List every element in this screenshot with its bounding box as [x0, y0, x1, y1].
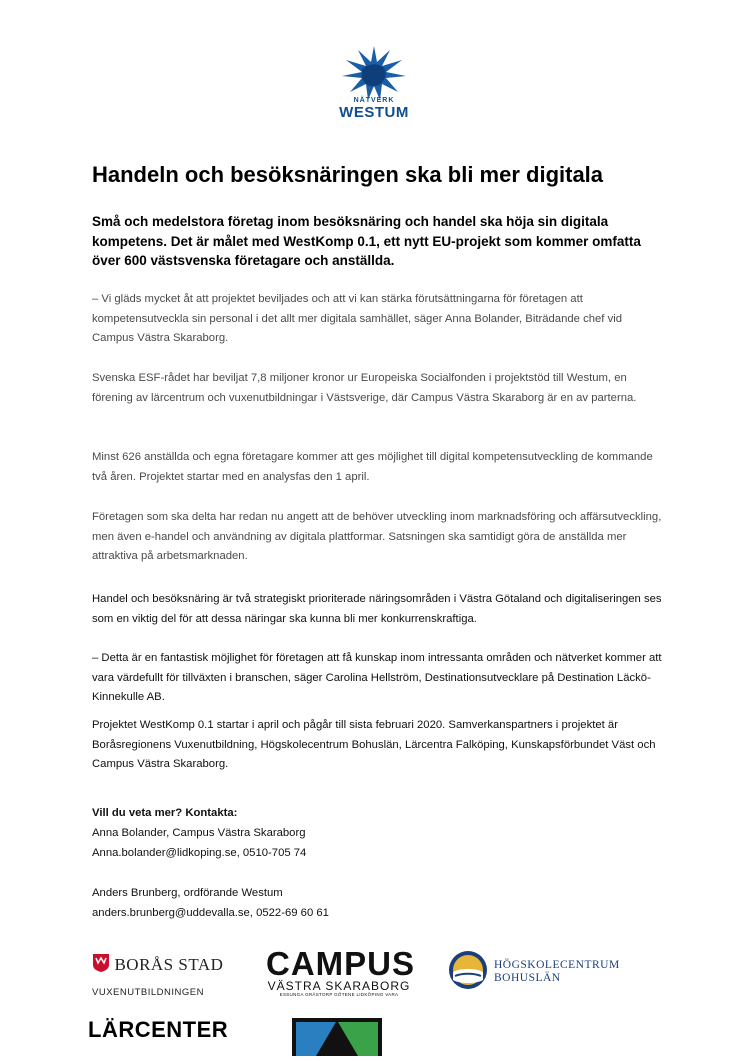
contact-person-2-details: anders.brunberg@uddevalla.se, 0522-69 60 61 [92, 907, 329, 919]
paragraph-7: Projektet WestKomp 0.1 startar i april och pågår till sista februari 2020. Samverkanspartners i projektet är Boråsregionens Vuxenutbildning, Högskolecentrum Bohuslän, Lärcentra Falköping, Kunskapsförbundet Väst och Campus Västra Skaraborg. [92, 719, 656, 770]
hogskolecentrum-circle-icon [448, 950, 488, 990]
article-title: Handeln och besöksnäringen ska bli mer digitala [92, 162, 604, 187]
westum-logo-text [333, 97, 415, 121]
campus-big-text: CAMPUS [266, 945, 416, 982]
contact-person-2-name: Anders Brunberg, ordförande Westum [92, 887, 283, 899]
paragraph-3: Minst 626 anställda och egna företagare kommer att ges möjlighet till digital kompetensutveckling de kommande två åren. Projektet startar med en analysfas den 1 april. [92, 451, 653, 483]
contact-block [92, 803, 492, 863]
contact-heading: Vill du veta mer? Kontakta: [92, 807, 238, 819]
contact-person-1-name: Anna Bolander, Campus Västra Skaraborg [92, 827, 306, 839]
partner-square-logo [292, 1018, 382, 1061]
article-lead: Små och medelstora företag inom besöksnäring och handel ska höja sin digitala kompetens. Det är målet med WestKomp 0.1, ett nytt EU-projekt som kommer omfatta över 600 västsvenska företagare och anställda. [92, 214, 641, 268]
hogskolecentrum-line-1: HÖGSKOLECENTRUM [494, 959, 620, 971]
logo-small-text: NÄTVERK [353, 97, 395, 104]
contact-block-2 [92, 883, 492, 923]
paragraph-1: – Vi gläds mycket åt att projektet beviljades och att vi kan stärka förutsättningarna för företagen att kompetensutveckla sin personal i det allt mer digitala samhället, säger Anna Bolander, Biträdande chef vid Campus Västra Skaraborg. [92, 293, 623, 344]
boras-shield-icon [92, 953, 110, 973]
contact-person-1-details: Anna.bolander@lidkoping.se, 0510-705 74 [92, 847, 307, 859]
hogskolecentrum-line-2: BOHUSLÄN [494, 972, 561, 984]
boras-stad-logo [92, 953, 223, 975]
larcenter-logo: LÄRCENTER [88, 1017, 229, 1042]
hogskolecentrum-logo [448, 950, 488, 995]
boras-sub: VUXENUTBILDNINGEN [92, 987, 204, 998]
boras-name: BORÅS STAD [114, 955, 224, 974]
paragraph-6: – Detta är en fantastisk möjlighet för företagen att få kunskap inom intressanta områden och nätverket kommer att vara värdefullt för tillväxten i branschen, säger Carolina Hellström, Destinationsutvecklare på Destination Läckö-Kinnekulle AB. [92, 652, 662, 703]
paragraph-2: Svenska ESF-rådet har beviljat 7,8 miljoner kronor ur Europeiska Socialfonden i projektstöd till Westum, en förening av lärcentrum och vuxenutbildningar i Västsverige, där Campus Västra Skaraborg är en av parterna. [92, 372, 637, 404]
hogskolecentrum-text [494, 959, 620, 985]
campus-tiny-text: ESSUNGA GRÄSTORP GÖTENE LIDKÖPING VARA [279, 992, 399, 997]
campus-logo [266, 945, 416, 997]
paragraph-5: Handel och besöksnäring är två strategiskt prioriterade näringsområden i Västra Götaland och digitaliseringen ses som en viktig del för att dessa näringar ska kunna bli mer konkurrenskraftiga. [92, 593, 662, 625]
logo-big-text: WESTUM [339, 104, 409, 121]
campus-mid-text: VÄSTRA SKARABORG [267, 979, 411, 993]
partner-square-icon [292, 1018, 382, 1056]
westum-logo-icon [338, 44, 410, 104]
paragraph-4: Företagen som ska delta har redan nu angett att de behöver utveckling inom marknadsföring och affärsutveckling, men även e-handel och användning av digitala plattformar. Satsningen ska samtidigt göra de anställda mer attraktiva på arbetsmarknaden. [92, 511, 662, 562]
